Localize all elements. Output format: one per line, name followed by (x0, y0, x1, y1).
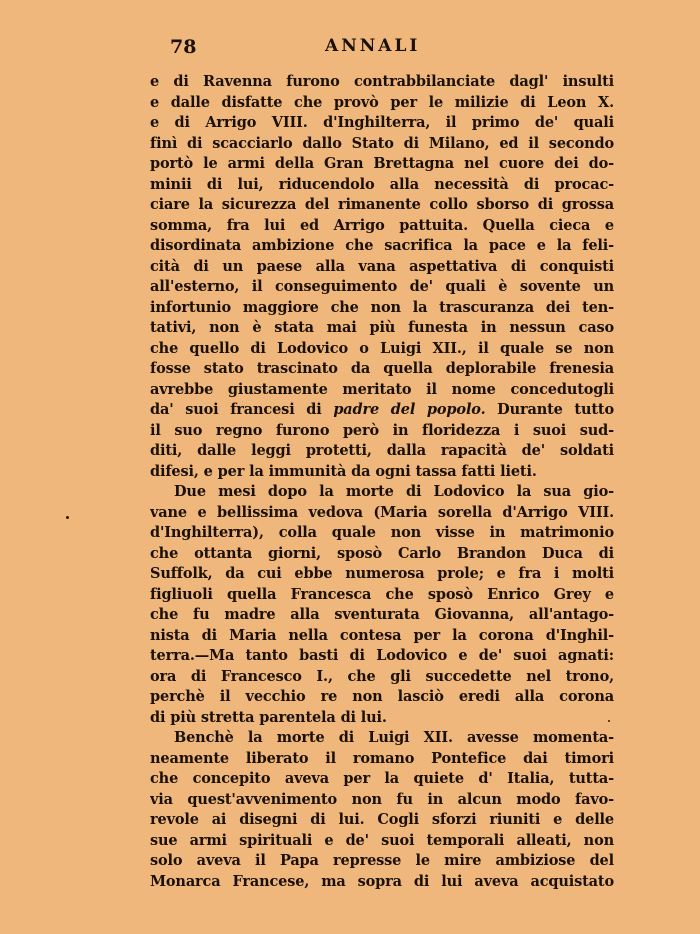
text-line: che fu madre alla sventurata Giovanna, all'antago- (150, 606, 614, 623)
text-line: avrebbe giustamente meritato il nome concedutogli (150, 380, 614, 398)
text-line: tativi, non è stata mai più funesta in nessun caso (150, 319, 614, 336)
print-speck (608, 720, 610, 722)
text-line: fosse stato trascinato da quella deplorabile frenesia (150, 360, 614, 377)
page-header (150, 36, 614, 72)
body-text (150, 72, 614, 892)
text-line-with-italic (150, 400, 614, 421)
text-line: perchè il vecchio re non lasciò eredi alla corona (150, 688, 614, 705)
text-line: cità di un paese alla vana aspettativa di conquisti (150, 257, 614, 275)
text-line: finì di scacciarlo dallo Stato di Milano, ed il secondo (150, 134, 614, 152)
running-head: ANNALI (325, 36, 421, 56)
text-line: ora di Francesco I., che gli succedette nel trono, (150, 667, 614, 685)
text-line: e di Arrigo VIII. d'Inghilterra, il primo de' quali (150, 114, 614, 131)
paragraph-first-line: Benchè la morte di Luigi XII. avesse momenta- (174, 729, 614, 746)
text-line: vane e bellissima vedova (Maria sorella d'Arrigo VIII. (150, 503, 614, 521)
text-line: e di Ravenna furono contrabbilanciate dagl' insulti (150, 73, 614, 90)
text-line: all'esterno, il conseguimento de' quali è sovente un (150, 278, 614, 295)
text-line: Suffolk, da cui ebbe numerosa prole; e fra i molti (150, 565, 614, 582)
text-line: ciare la sicurezza del rimanente collo sborso di grossa (150, 196, 614, 213)
page-number: 78 (170, 36, 197, 58)
text-line: solo aveva il Papa represse le mire ambiziose del (150, 852, 614, 869)
text-line: nista di Maria nella contesa per la corona d'Inghil- (150, 626, 614, 644)
text-line: sue armi spirituali e de' suoi temporali alleati, non (150, 831, 614, 849)
text-line: figliuoli quella Francesca che sposò Enrico Grey e (150, 585, 614, 603)
text-line: d'Inghilterra), colla quale non visse in matrimonio (150, 524, 614, 541)
text-line: che ottanta giorni, sposò Carlo Brandon Duca di (150, 544, 614, 562)
text-line: e dalle disfatte che provò per le milizie di Leon X. (150, 93, 614, 111)
italic-phrase: padre del popolo. (333, 401, 486, 418)
text-line: di più stretta parentela di lui. (150, 708, 387, 726)
text-line: minii di lui, riducendolo alla necessità di procac- (150, 175, 614, 193)
text-line: neamente liberato il romano Pontefice dai timori (150, 749, 614, 767)
text-line: portò le armi della Gran Brettagna nel cuore dei do- (150, 155, 614, 172)
text-line: somma, fra lui ed Arrigo pattuita. Quella cieca e (150, 216, 614, 234)
text-line: Monarca Francese, ma sopra di lui aveva acquistato (150, 872, 614, 890)
text-line: che quello di Lodovico o Luigi XII., il quale se non (150, 339, 614, 357)
text-line: che concepito aveva per la quiete d' Italia, tutta- (150, 770, 614, 787)
text-line: diti, dalle leggi protetti, dalla rapacità de' soldati (150, 442, 614, 459)
text-line: terra.—Ma tanto basti di Lodovico e de' suoi agnati: (150, 647, 614, 664)
text-line: difesi, e per la immunità da ogni tassa fatti lieti. (150, 462, 537, 480)
text-line: il suo regno furono però in floridezza i suoi sud- (150, 421, 614, 439)
print-speck (66, 516, 69, 519)
book-page (150, 36, 614, 892)
text-line: infortunio maggiore che non la trascuranza dei ten- (150, 298, 614, 316)
text-run: Durante tutto (485, 401, 614, 418)
text-line: disordinata ambizione che sacrifica la pace e la feli- (150, 237, 614, 254)
text-line: revole ai disegni di lui. Cogli sforzi riuniti e delle (150, 811, 614, 828)
paragraph-first-line: Due mesi dopo la morte di Lodovico la sua gio- (174, 483, 614, 500)
text-line: via quest'avvenimento non fu in alcun modo favo- (150, 790, 614, 808)
text-run: da' suoi francesi di (150, 401, 334, 418)
